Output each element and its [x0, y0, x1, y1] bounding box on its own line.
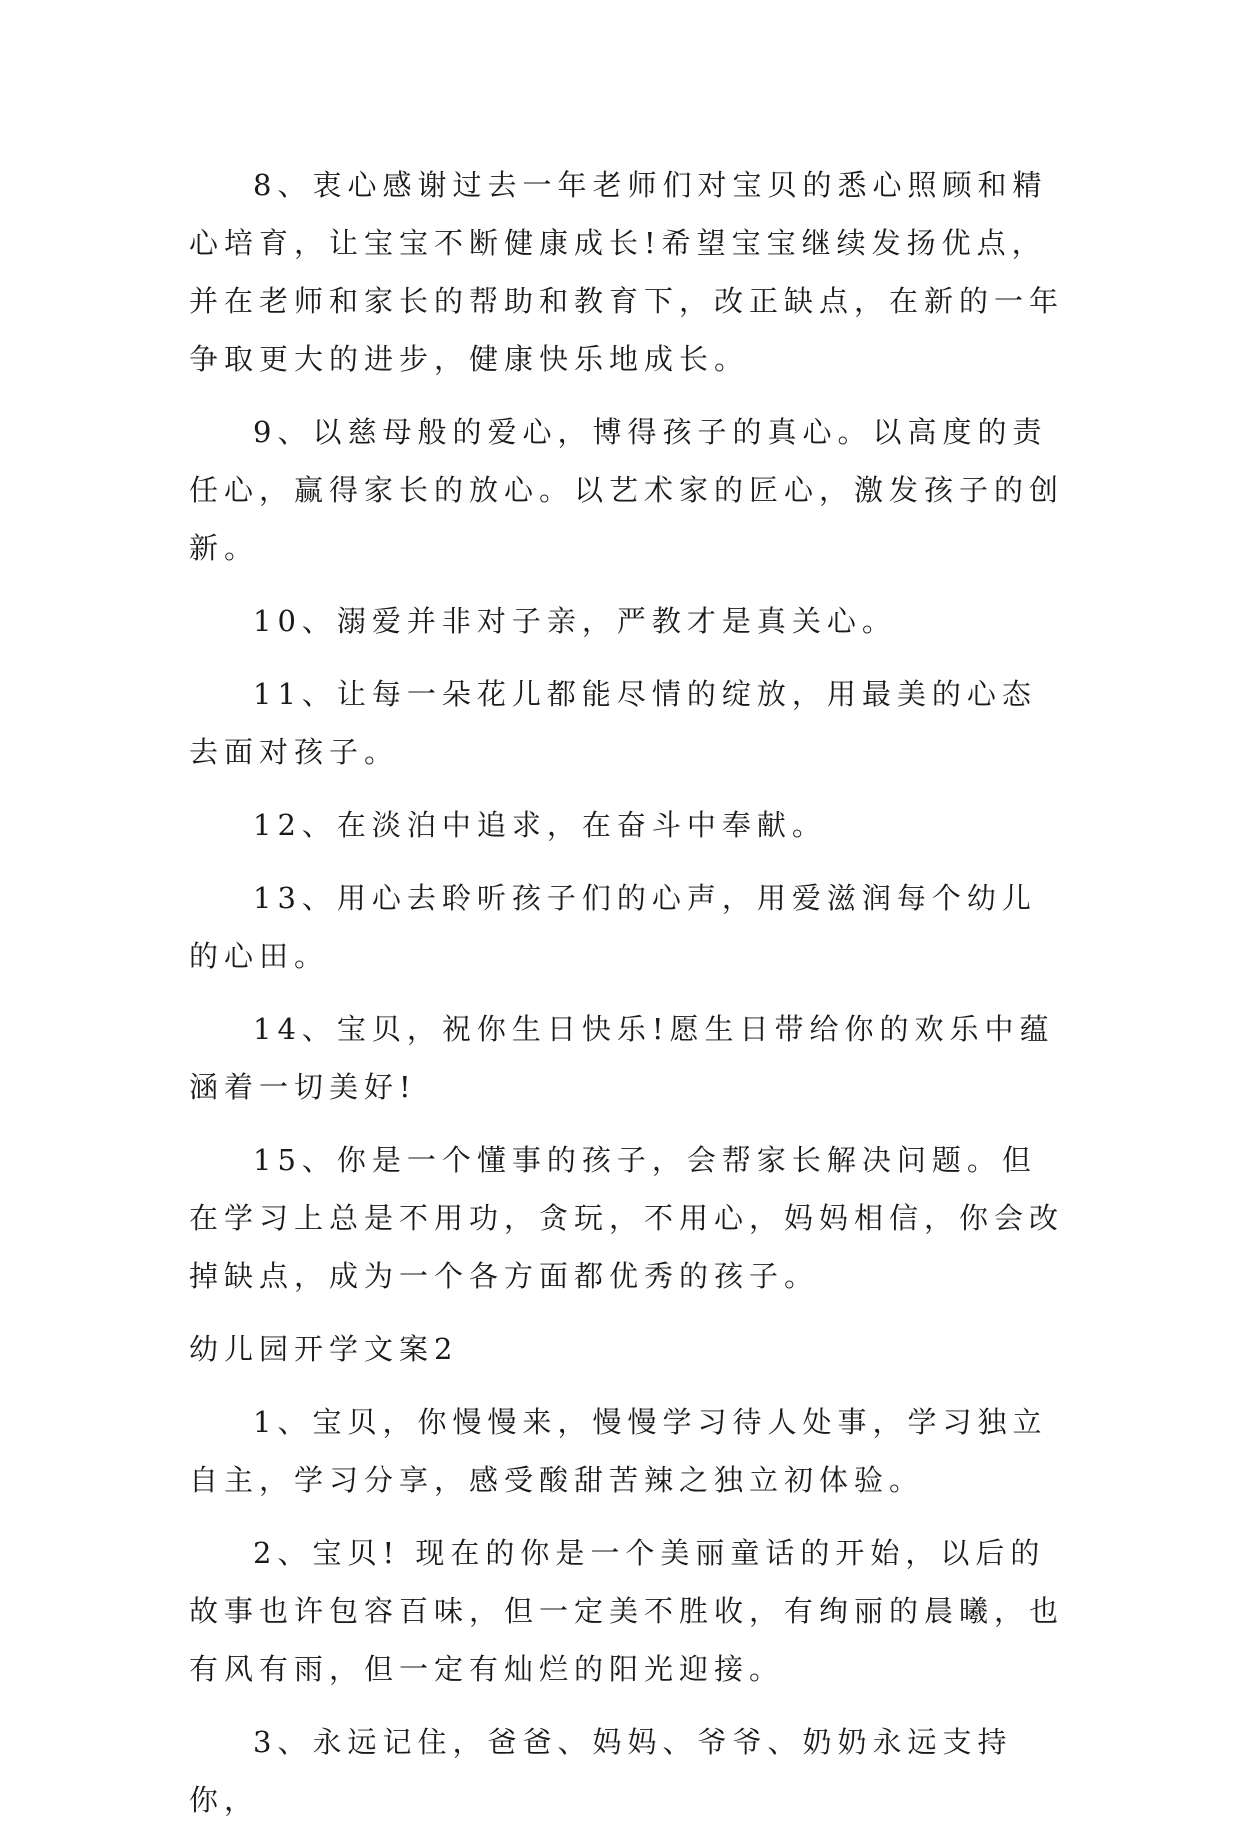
document-body	[189, 156, 1069, 1844]
section-paragraph-2: 2、宝贝! 现在的你是一个美丽童话的开始，以后的故事也许包容百味，但一定美不胜收，有绚丽的晨曦，也有风有雨，但一定有灿烂的阳光迎接。	[189, 1536, 1065, 1686]
paragraph-10: 10、溺爱并非对子亲，严教才是真关心。	[253, 604, 897, 638]
paragraph-13: 13、用心去聆听孩子们的心声，用爱滋润每个幼儿的心田。	[189, 881, 1037, 973]
section-paragraph-1: 1、宝贝，你慢慢来，慢慢学习待人处事，学习独立自主，学习分享，感受酸甜苦辣之独立初体验。	[189, 1405, 1048, 1497]
paragraph-9: 9、以慈母般的爱心，博得孩子的真心。以高度的责任心，赢得家长的放心。以艺术家的匠心，激发孩子的创新。	[189, 415, 1065, 565]
section-paragraph-3: 3、永远记住，爸爸、妈妈、爷爷、奶奶永远支持你，	[189, 1725, 1013, 1817]
paragraph-11: 11、让每一朵花儿都能尽情的绽放，用最美的心态去面对孩子。	[189, 677, 1037, 769]
section-title: 幼儿园开学文案2	[189, 1332, 459, 1366]
paragraph-12: 12、在淡泊中追求，在奋斗中奉献。	[253, 808, 827, 842]
paragraph-15: 15、你是一个懂事的孩子，会帮家长解决问题。但在学习上总是不用功，贪玩，不用心，妈妈相信，你会改掉缺点，成为一个各方面都优秀的孩子。	[189, 1143, 1065, 1293]
paragraph-8: 8、衷心感谢过去一年老师们对宝贝的悉心照顾和精心培育，让宝宝不断健康成长!希望宝宝继续发扬优点，并在老师和家长的帮助和教育下，改正缺点，在新的一年争取更大的进步，健康快乐地成长。	[189, 168, 1065, 376]
paragraph-14: 14、宝贝，祝你生日快乐!愿生日带给你的欢乐中蕴涵着一切美好!	[189, 1012, 1055, 1104]
